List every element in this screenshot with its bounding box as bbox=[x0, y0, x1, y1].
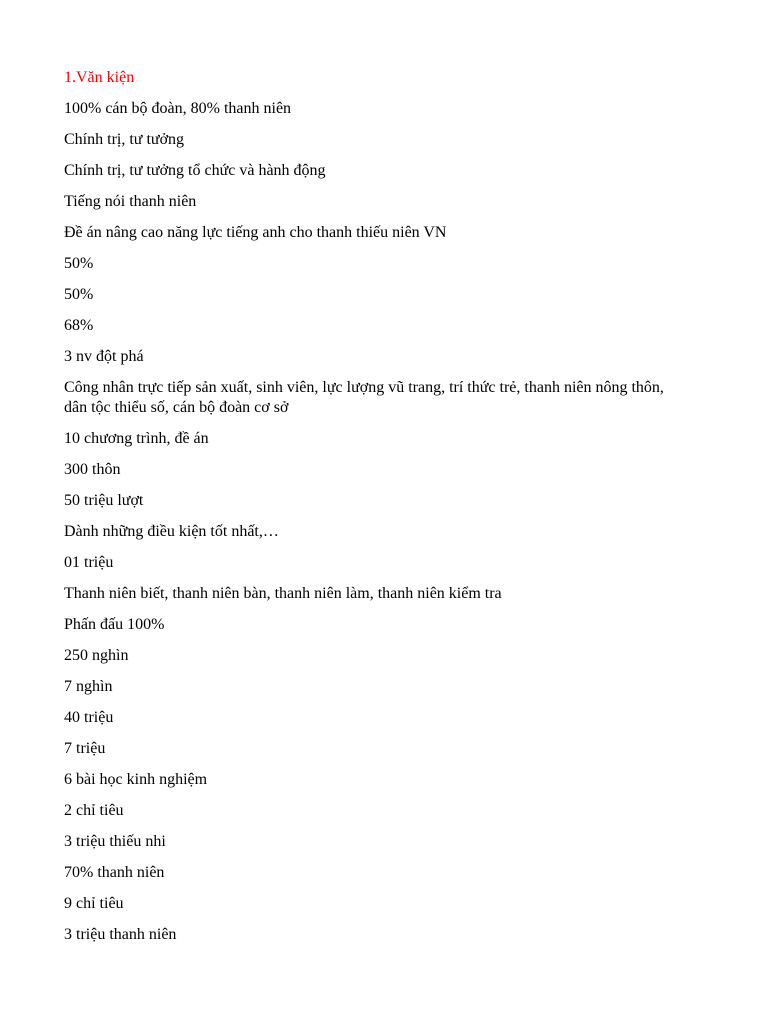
document-lines bbox=[64, 99, 684, 956]
document-line: 01 triệu bbox=[64, 554, 114, 571]
document-line: 250 nghìn bbox=[64, 647, 129, 664]
document-line: 68% bbox=[64, 317, 94, 334]
document-line: 50% bbox=[64, 286, 94, 303]
document-line: 3 nv đột phá bbox=[64, 348, 144, 365]
document-line: 40 triệu bbox=[64, 709, 114, 726]
document-line: 50 triệu lượt bbox=[64, 492, 144, 509]
document-line: 100% cán bộ đoàn, 80% thanh niên bbox=[64, 100, 292, 117]
document-line: Dành những điều kiện tốt nhất,… bbox=[64, 523, 279, 540]
document-line: 3 triệu thanh niên bbox=[64, 926, 177, 943]
document-line: Chính trị, tư tưởng tổ chức và hành động bbox=[64, 162, 326, 179]
document-line: 10 chương trình, đề án bbox=[64, 430, 209, 447]
document-line: Tiếng nói thanh niên bbox=[64, 193, 197, 210]
document-line: 9 chỉ tiêu bbox=[64, 895, 124, 912]
document-line: 7 nghìn bbox=[64, 678, 113, 695]
document-line: Thanh niên biết, thanh niên bàn, thanh niên làm, thanh niên kiểm tra bbox=[64, 585, 502, 602]
document-line: Phấn đấu 100% bbox=[64, 616, 165, 633]
document-line: Đề án nâng cao năng lực tiếng anh cho thanh thiếu niên VN bbox=[64, 224, 447, 241]
document-line: Công nhân trực tiếp sản xuất, sinh viên, lực lượng vũ trang, trí thức trẻ, thanh niên nông thôn, dân tộc thiểu số, cán bộ đoàn cơ sở bbox=[64, 379, 664, 416]
document-line: 300 thôn bbox=[64, 461, 121, 478]
document-line: Chính trị, tư tưởng bbox=[64, 131, 185, 148]
document-line: 7 triệu bbox=[64, 740, 106, 757]
document-body bbox=[64, 68, 684, 956]
document-line: 6 bài học kinh nghiệm bbox=[64, 771, 208, 788]
document-line: 70% thanh niên bbox=[64, 864, 165, 881]
document-line: 50% bbox=[64, 255, 94, 272]
document-line: 3 triệu thiếu nhi bbox=[64, 833, 166, 850]
section-heading: 1.Văn kiện bbox=[64, 69, 135, 86]
document-line: 2 chỉ tiêu bbox=[64, 802, 124, 819]
